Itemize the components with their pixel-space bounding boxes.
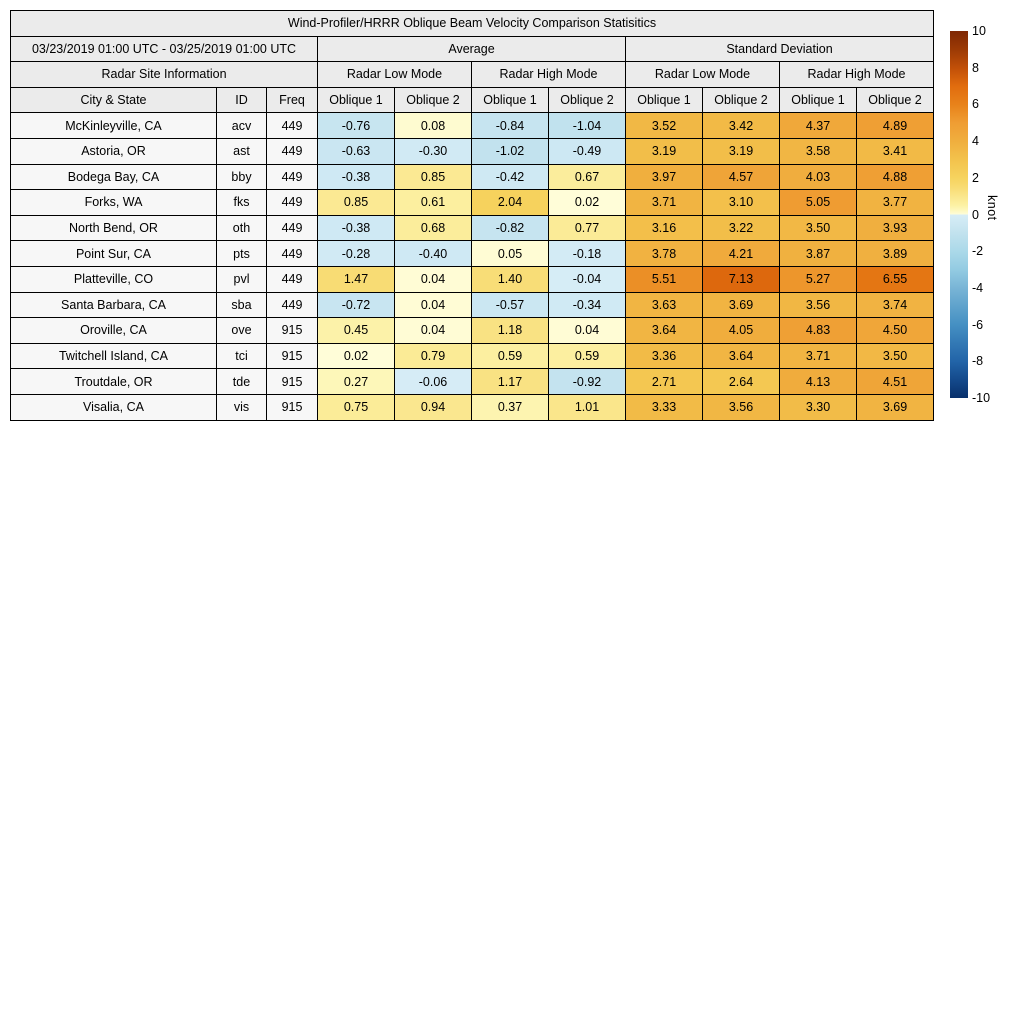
table-row — [11, 266, 934, 292]
table-row — [11, 113, 934, 139]
stats-table — [10, 10, 934, 421]
oblique1-header: Oblique 1 — [318, 87, 395, 113]
value-cell: -0.76 — [318, 113, 395, 139]
value-cell: -0.84 — [472, 113, 549, 139]
colorbar-tick-label: 4 — [972, 134, 979, 149]
avg-high-mode-header: Radar High Mode — [472, 62, 626, 88]
value-cell: 0.05 — [472, 241, 549, 267]
table-row — [11, 190, 934, 216]
oblique2-header: Oblique 2 — [857, 87, 934, 113]
city-cell: Santa Barbara, CA — [11, 292, 217, 318]
value-cell: 5.27 — [780, 266, 857, 292]
freq-cell: 449 — [267, 113, 318, 139]
value-cell: -0.28 — [318, 241, 395, 267]
value-cell: 0.04 — [395, 292, 472, 318]
table-row — [11, 343, 934, 369]
value-cell: 1.17 — [472, 369, 549, 395]
id-cell: bby — [217, 164, 267, 190]
value-cell: 4.57 — [703, 164, 780, 190]
colorbar-tick-label: 2 — [972, 170, 979, 185]
value-cell: 3.78 — [626, 241, 703, 267]
city-cell: Oroville, CA — [11, 318, 217, 344]
value-cell: 5.05 — [780, 190, 857, 216]
value-cell: 4.88 — [857, 164, 934, 190]
oblique1-header: Oblique 1 — [472, 87, 549, 113]
table-row — [11, 241, 934, 267]
city-cell: Platteville, CO — [11, 266, 217, 292]
table-row — [11, 138, 934, 164]
value-cell: 4.05 — [703, 318, 780, 344]
freq-cell: 915 — [267, 369, 318, 395]
value-cell: 0.94 — [395, 394, 472, 420]
colorbar-tick-label: -4 — [972, 280, 984, 295]
value-cell: 0.02 — [549, 190, 626, 216]
value-cell: 1.40 — [472, 266, 549, 292]
value-cell: 3.93 — [857, 215, 934, 241]
value-cell: 2.71 — [626, 369, 703, 395]
value-cell: 3.56 — [780, 292, 857, 318]
id-header: ID — [217, 87, 267, 113]
value-cell: 4.13 — [780, 369, 857, 395]
colorbar-tick-label: -6 — [972, 317, 984, 332]
value-cell: 3.63 — [626, 292, 703, 318]
value-cell: 3.33 — [626, 394, 703, 420]
site-info-header: Radar Site Information — [11, 62, 318, 88]
value-cell: 3.89 — [857, 241, 934, 267]
value-cell: 3.77 — [857, 190, 934, 216]
value-cell: -0.38 — [318, 164, 395, 190]
table-row — [11, 164, 934, 190]
stddev-section-header: Standard Deviation — [626, 36, 934, 62]
value-cell: 3.71 — [626, 190, 703, 216]
value-cell: 3.69 — [703, 292, 780, 318]
colorbar-tick-label: 10 — [972, 24, 986, 38]
value-cell: -0.72 — [318, 292, 395, 318]
value-cell: 0.68 — [395, 215, 472, 241]
value-cell: 0.85 — [318, 190, 395, 216]
id-cell: pts — [217, 241, 267, 267]
value-cell: 4.89 — [857, 113, 934, 139]
freq-cell: 449 — [267, 266, 318, 292]
table-row — [11, 318, 934, 344]
freq-cell: 915 — [267, 318, 318, 344]
avg-low-mode-header: Radar Low Mode — [318, 62, 472, 88]
freq-cell: 449 — [267, 138, 318, 164]
value-cell: 4.37 — [780, 113, 857, 139]
value-cell: 3.56 — [703, 394, 780, 420]
value-cell: 3.52 — [626, 113, 703, 139]
value-cell: 3.64 — [703, 343, 780, 369]
value-cell: 3.58 — [780, 138, 857, 164]
oblique2-header: Oblique 2 — [703, 87, 780, 113]
value-cell: 3.10 — [703, 190, 780, 216]
freq-cell: 915 — [267, 343, 318, 369]
value-cell: 3.42 — [703, 113, 780, 139]
value-cell: 0.08 — [395, 113, 472, 139]
table-row — [11, 394, 934, 420]
colorbar-tick-label: 8 — [972, 60, 979, 75]
city-cell: McKinleyville, CA — [11, 113, 217, 139]
city-cell: North Bend, OR — [11, 215, 217, 241]
average-section-header: Average — [318, 36, 626, 62]
value-cell: -0.04 — [549, 266, 626, 292]
table-row — [11, 369, 934, 395]
id-cell: ast — [217, 138, 267, 164]
id-cell: sba — [217, 292, 267, 318]
value-cell: 3.50 — [780, 215, 857, 241]
value-cell: 1.01 — [549, 394, 626, 420]
value-cell: 0.59 — [472, 343, 549, 369]
id-cell: acv — [217, 113, 267, 139]
id-cell: oth — [217, 215, 267, 241]
freq-cell: 449 — [267, 164, 318, 190]
table-row — [11, 215, 934, 241]
value-cell: 3.71 — [780, 343, 857, 369]
value-cell: 5.51 — [626, 266, 703, 292]
city-cell: Bodega Bay, CA — [11, 164, 217, 190]
colorbar-tick-label: -8 — [972, 354, 984, 369]
section-row — [11, 36, 934, 62]
value-cell: 1.47 — [318, 266, 395, 292]
value-cell: 3.36 — [626, 343, 703, 369]
freq-cell: 449 — [267, 292, 318, 318]
oblique2-header: Oblique 2 — [395, 87, 472, 113]
freq-cell: 449 — [267, 241, 318, 267]
value-cell: 3.30 — [780, 394, 857, 420]
value-cell: 0.37 — [472, 394, 549, 420]
value-cell: 4.03 — [780, 164, 857, 190]
freq-cell: 449 — [267, 190, 318, 216]
value-cell: 6.55 — [857, 266, 934, 292]
oblique1-header: Oblique 1 — [626, 87, 703, 113]
city-cell: Astoria, OR — [11, 138, 217, 164]
value-cell: -1.04 — [549, 113, 626, 139]
std-low-mode-header: Radar Low Mode — [626, 62, 780, 88]
value-cell: -0.38 — [318, 215, 395, 241]
freq-header: Freq — [267, 87, 318, 113]
value-cell: -0.40 — [395, 241, 472, 267]
value-cell: 0.61 — [395, 190, 472, 216]
colorbar-unit-label: knot — [985, 195, 999, 221]
column-header-row — [11, 87, 934, 113]
value-cell: 4.51 — [857, 369, 934, 395]
freq-cell: 915 — [267, 394, 318, 420]
id-cell: pvl — [217, 266, 267, 292]
city-cell: Troutdale, OR — [11, 369, 217, 395]
colorbar-tick-label: 0 — [972, 207, 979, 222]
value-cell: 0.75 — [318, 394, 395, 420]
oblique2-header: Oblique 2 — [549, 87, 626, 113]
value-cell: 4.21 — [703, 241, 780, 267]
title-row — [11, 11, 934, 37]
value-cell: 0.02 — [318, 343, 395, 369]
city-cell: Point Sur, CA — [11, 241, 217, 267]
value-cell: 0.79 — [395, 343, 472, 369]
value-cell: 3.50 — [857, 343, 934, 369]
city-cell: Forks, WA — [11, 190, 217, 216]
city-cell: Visalia, CA — [11, 394, 217, 420]
id-cell: tde — [217, 369, 267, 395]
value-cell: -0.18 — [549, 241, 626, 267]
value-cell: 3.64 — [626, 318, 703, 344]
value-cell: 0.59 — [549, 343, 626, 369]
value-cell: 0.04 — [395, 266, 472, 292]
value-cell: 4.83 — [780, 318, 857, 344]
std-high-mode-header: Radar High Mode — [780, 62, 934, 88]
value-cell: 0.27 — [318, 369, 395, 395]
oblique1-header: Oblique 1 — [780, 87, 857, 113]
id-cell: fks — [217, 190, 267, 216]
value-cell: -0.63 — [318, 138, 395, 164]
value-cell: 0.77 — [549, 215, 626, 241]
value-cell: 3.97 — [626, 164, 703, 190]
value-cell: 2.04 — [472, 190, 549, 216]
value-cell: 3.19 — [703, 138, 780, 164]
value-cell: 0.45 — [318, 318, 395, 344]
value-cell: 3.16 — [626, 215, 703, 241]
value-cell: 3.87 — [780, 241, 857, 267]
value-cell: -1.02 — [472, 138, 549, 164]
value-cell: 7.13 — [703, 266, 780, 292]
value-cell: 3.74 — [857, 292, 934, 318]
value-cell: 4.50 — [857, 318, 934, 344]
colorbar-tick-label: -10 — [972, 391, 991, 405]
value-cell: -0.92 — [549, 369, 626, 395]
id-cell: tci — [217, 343, 267, 369]
id-cell: vis — [217, 394, 267, 420]
colorbar-tick-label: -2 — [972, 244, 984, 259]
city-cell: Twitchell Island, CA — [11, 343, 217, 369]
value-cell: 0.67 — [549, 164, 626, 190]
value-cell: -0.06 — [395, 369, 472, 395]
value-cell: 0.04 — [549, 318, 626, 344]
value-cell: 3.41 — [857, 138, 934, 164]
mode-row — [11, 62, 934, 88]
freq-cell: 449 — [267, 215, 318, 241]
colorbar-tick-label: 6 — [972, 97, 979, 112]
value-cell: -0.34 — [549, 292, 626, 318]
value-cell: 1.18 — [472, 318, 549, 344]
value-cell: -0.30 — [395, 138, 472, 164]
city-state-header: City & State — [11, 87, 217, 113]
value-cell: 3.22 — [703, 215, 780, 241]
value-cell: -0.57 — [472, 292, 549, 318]
value-cell: 3.69 — [857, 394, 934, 420]
value-cell: 0.04 — [395, 318, 472, 344]
value-cell: -0.42 — [472, 164, 549, 190]
value-cell: 3.19 — [626, 138, 703, 164]
value-cell: 0.85 — [395, 164, 472, 190]
period-label: 03/23/2019 01:00 UTC - 03/25/2019 01:00 UTC — [11, 36, 318, 62]
value-cell: 2.64 — [703, 369, 780, 395]
colorbar — [950, 31, 968, 398]
figure-title: Wind-Profiler/HRRR Oblique Beam Velocity Comparison Statisitics — [11, 11, 934, 37]
value-cell: -0.49 — [549, 138, 626, 164]
table-row — [11, 292, 934, 318]
id-cell: ove — [217, 318, 267, 344]
value-cell: -0.82 — [472, 215, 549, 241]
